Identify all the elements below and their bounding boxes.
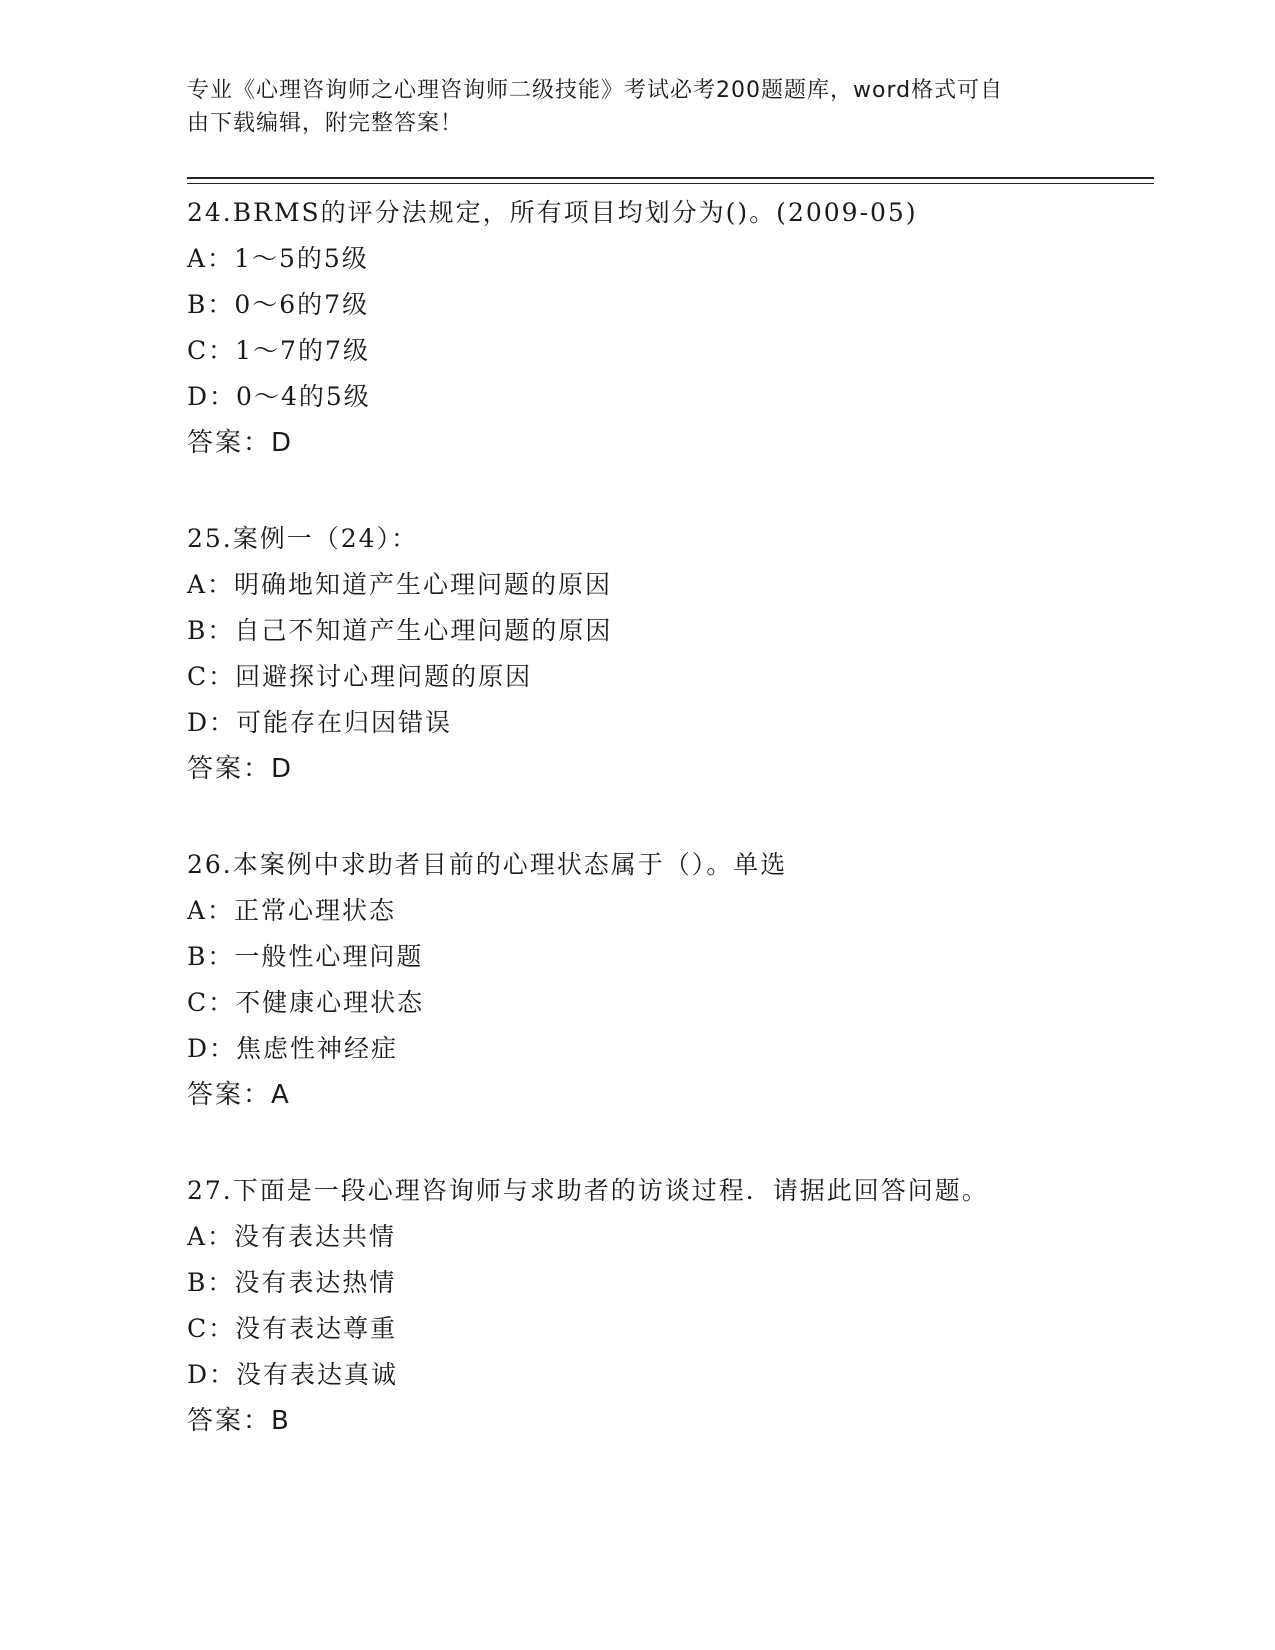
header-divider-thin: [187, 183, 1154, 184]
document-header: [187, 74, 1067, 140]
question-text: 24.BRMS的评分法规定，所有项目均划分为()。(2009-05): [187, 198, 918, 227]
option-b: B：0～6的7级: [187, 290, 370, 319]
answer: 答案：A: [187, 1080, 291, 1110]
header-divider-thick: [187, 177, 1154, 179]
option-d: D：没有表达真诚: [187, 1360, 399, 1389]
option-a: A：没有表达共情: [187, 1222, 397, 1251]
answer: 答案：D: [187, 754, 294, 784]
option-c: C：回避探讨心理问题的原因: [187, 662, 533, 691]
option-c: C：不健康心理状态: [187, 988, 425, 1017]
option-d: D：0～4的5级: [187, 382, 371, 411]
question-27: [187, 1168, 1147, 1444]
question-text: 27.下面是一段心理咨询师与求助者的访谈过程．请据此回答问题。: [187, 1176, 989, 1205]
question-24: [187, 190, 1147, 466]
header-line-2: 由下载编辑，附完整答案！: [187, 111, 464, 136]
question-25: [187, 516, 1147, 792]
answer: 答案：D: [187, 428, 294, 458]
option-a: A：正常心理状态: [187, 896, 397, 925]
answer: 答案：B: [187, 1406, 291, 1436]
option-b: B：自己不知道产生心理问题的原因: [187, 616, 613, 645]
question-26: [187, 842, 1147, 1118]
question-text: 25.案例一（24）：: [187, 524, 419, 553]
option-d: D：可能存在归因错误: [187, 708, 453, 737]
option-a: A：1～5的5级: [187, 244, 369, 273]
question-text: 26.本案例中求助者目前的心理状态属于（）。单选: [187, 850, 788, 879]
option-b: B：一般性心理问题: [187, 942, 424, 971]
header-line-1: 专业《心理咨询师之心理咨询师二级技能》考试必考200题题库，word格式可自: [187, 78, 1004, 103]
option-c: C：没有表达尊重: [187, 1314, 398, 1343]
question-list: [187, 190, 1147, 1494]
option-b: B：没有表达热情: [187, 1268, 397, 1297]
option-a: A：明确地知道产生心理问题的原因: [187, 570, 613, 599]
option-c: C：1～7的7级: [187, 336, 370, 365]
option-d: D：焦虑性神经症: [187, 1034, 399, 1063]
